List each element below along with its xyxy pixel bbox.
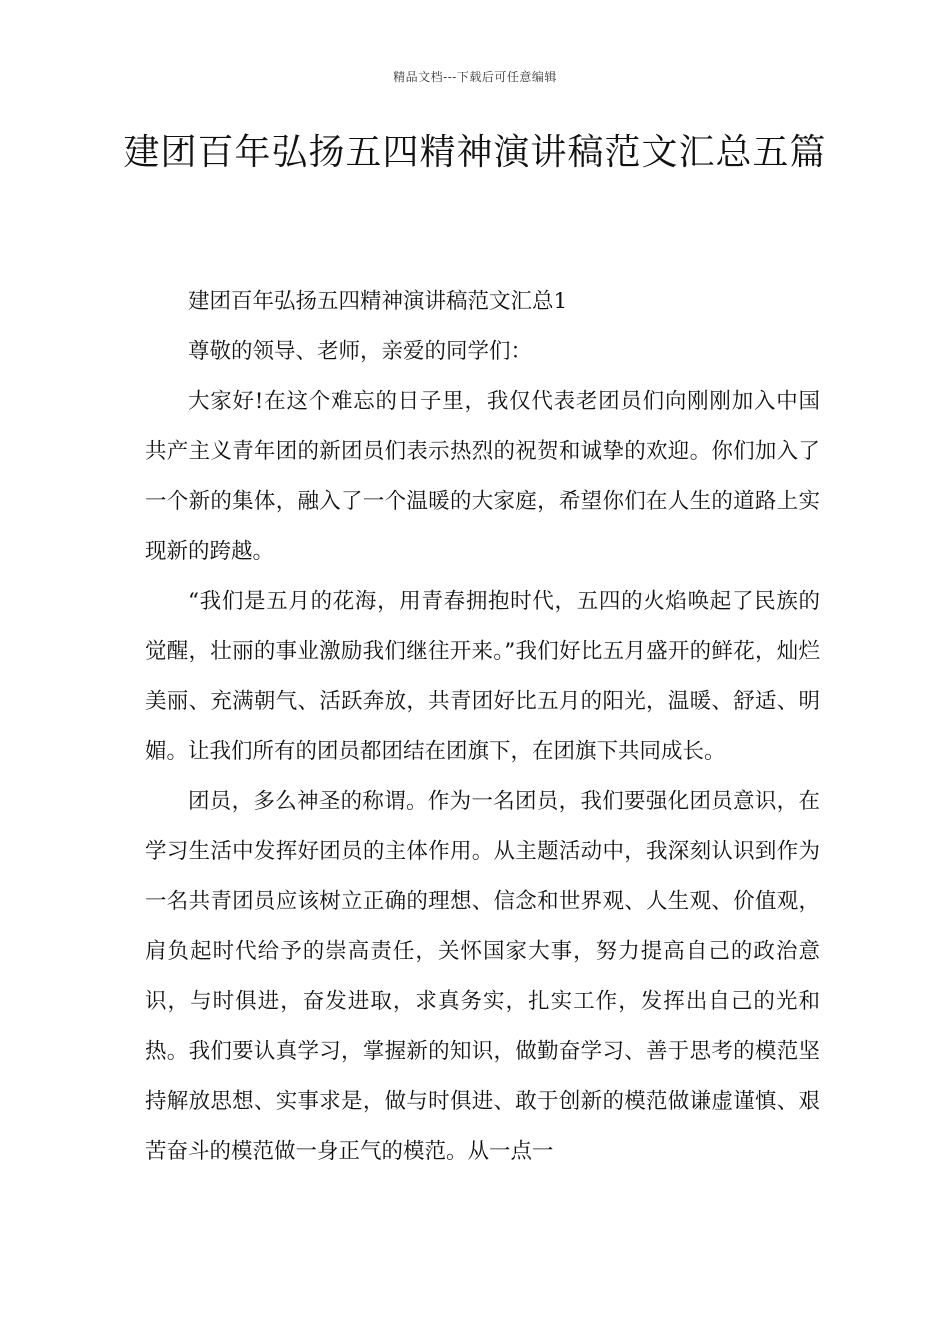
- page-header: 精品文档---下载后可任意编辑: [393, 70, 557, 84]
- body-paragraph: 团员，多么神圣的称谓。作为一名团员，我们要强化团员意识，在学习生活中发挥好团员的主体作用。从主题活动中，我深刻认识到作为一名共青团员应该树立正确的理想、信念和世界观、人生观、价值观，肩负起时代给予的崇高责任，关怀国家大事，努力提高自己的政治意识，与时俱进，奋发进取，求真务实，扎实工作，发挥出自己的光和热。我们要认真学习，掌握新的知识，做勤奋学习、善于思考的模范坚持解放思想、实事求是，做与时俱进、敢于创新的模范做谦虚谨慎、艰苦奋斗的模范做一身正气的模范。从一点一: [145, 789, 820, 1164]
- body-paragraph: 大家好!在这个难忘的日子里，我仅代表老团员们向刚刚加入中国共产主义青年团的新团员们表示热烈的祝贺和诚挚的欢迎。你们加入了一个新的集体，融入了一个温暖的大家庭，希望你们在人生的道路上实现新的跨越。: [145, 389, 820, 564]
- salutation: 尊敬的领导、老师，亲爱的同学们：: [188, 339, 533, 364]
- document-title: 建团百年弘扬五四精神演讲稿范文汇总五篇: [123, 132, 827, 173]
- document-body: [145, 277, 820, 1177]
- body-paragraph: “我们是五月的花海，用青春拥抱时代，五四的火焰唤起了民族的觉醒，壮丽的事业激励我们继往开来。”我们好比五月盛开的鲜花，灿烂美丽、充满朝气、活跃奔放，共青团好比五月的阳光，温暖、舒适、明媚。让我们所有的团员都团结在团旗下，在团旗下共同成长。: [145, 589, 820, 764]
- section-heading: 建团百年弘扬五四精神演讲稿范文汇总1: [188, 289, 568, 314]
